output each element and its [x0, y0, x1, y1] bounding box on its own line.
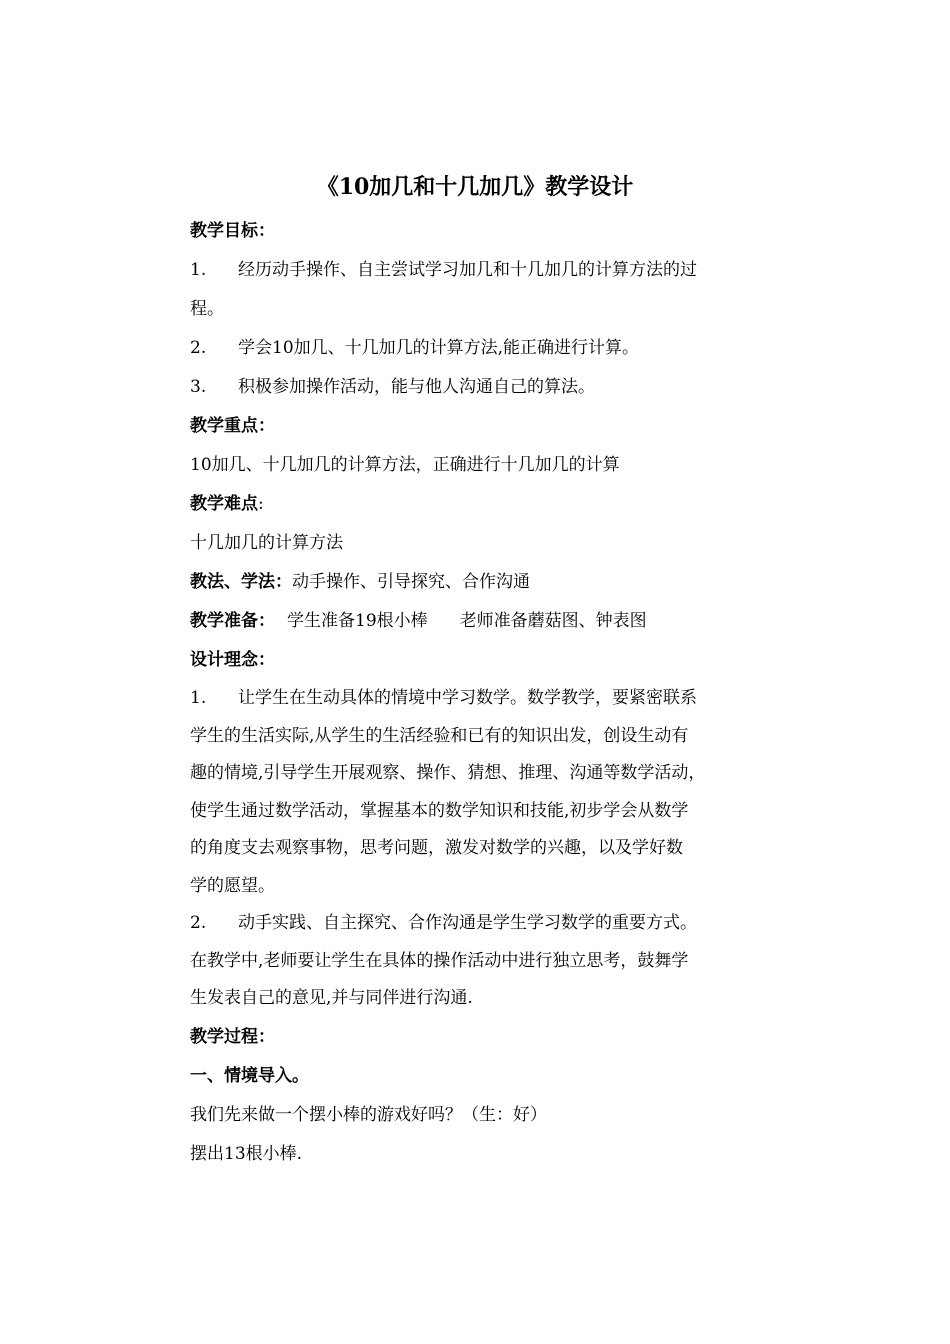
objective-1-text: 经历动手操作、自主尝试学习加几和十几加几的计算方法的过 — [238, 260, 697, 280]
methods-text: 动手操作、引导探究、合作沟通 — [292, 572, 530, 592]
preparation-heading: 教学准备： — [190, 611, 275, 631]
key-points-text: 10加几、十几加几的计算方法，正确进行十几加几的计算 — [190, 455, 620, 475]
philosophy-1-line-2: 学生的生活实际,从学生的生活经验和已有的知识出发，创设生动有 — [190, 725, 689, 746]
objectives-heading: 教学目标： — [190, 221, 275, 241]
philosophy-2-number: 2. — [190, 913, 207, 933]
philosophy-1-line-6: 学的愿望。 — [190, 875, 275, 896]
philosophy-1-text: 让学生在生动具体的情境中学习数学。数学教学，要紧密联系 — [238, 688, 697, 708]
process-line-2: 摆出13根小棒. — [190, 1143, 303, 1164]
philosophy-heading: 设计理念： — [190, 650, 275, 670]
preparation-teacher: 老师准备蘑菇图、钟表图 — [459, 611, 647, 631]
methods-line — [190, 563, 770, 602]
process-line-1: 我们先来做一个摆小棒的游戏好吗？（生：好） — [190, 1104, 547, 1125]
process-section-1-heading: 一、情境导入。 — [190, 1065, 309, 1086]
preparation-line — [190, 602, 770, 641]
philosophy-2-text: 动手实践、自主探究、合作沟通是学生学习数学的重要方式。 — [238, 913, 697, 933]
difficulties-colon: : — [258, 494, 264, 514]
key-points-heading: 教学重点： — [190, 416, 275, 436]
philosophy-1-number: 1. — [190, 688, 207, 708]
philosophy-2-line-3: 生发表自己的意见,并与同伴进行沟通. — [190, 988, 473, 1008]
difficulties-heading: 教学难点 — [190, 494, 258, 514]
objective-3-number: 3. — [190, 377, 207, 397]
document-body — [190, 212, 770, 1174]
objective-item-1-continued: 程。 — [190, 299, 224, 319]
objective-2-text: 学会10加几、十几加几的计算方法,能正确进行计算。 — [238, 338, 640, 358]
philosophy-1-line-4: 使学生通过数学活动，掌握基本的数学知识和技能,初步学会从数学 — [190, 800, 689, 821]
difficulties-heading-line — [190, 485, 770, 524]
preparation-students: 学生准备19根小棒 — [287, 611, 428, 631]
document-title: 《10加几和十几加几》教学设计 — [316, 174, 634, 200]
methods-heading: 教法、学法： — [190, 572, 292, 592]
process-heading: 教学过程： — [190, 1026, 275, 1047]
objective-2-number: 2. — [190, 338, 207, 358]
difficulties-text: 十几加几的计算方法 — [190, 533, 343, 553]
philosophy-2-line-2: 在教学中,老师要让学生在具体的操作活动中进行独立思考，鼓舞学 — [190, 950, 689, 971]
objective-item-2 — [190, 329, 770, 368]
philosophy-1-line-1 — [190, 680, 770, 718]
objective-item-3 — [190, 368, 770, 407]
objective-3-text: 积极参加操作活动，能与他人沟通自己的算法。 — [238, 377, 595, 397]
philosophy-2-line-1 — [190, 905, 770, 943]
philosophy-1-line-3: 趣的情境,引导学生开展观察、操作、猜想、推理、沟通等数学活动， — [190, 763, 706, 783]
philosophy-1-line-5: 的角度支去观察事物，思考问题，激发对数学的兴趣，以及学好数 — [190, 838, 683, 858]
objective-item-1 — [190, 251, 770, 290]
objective-1-number: 1. — [190, 260, 207, 280]
